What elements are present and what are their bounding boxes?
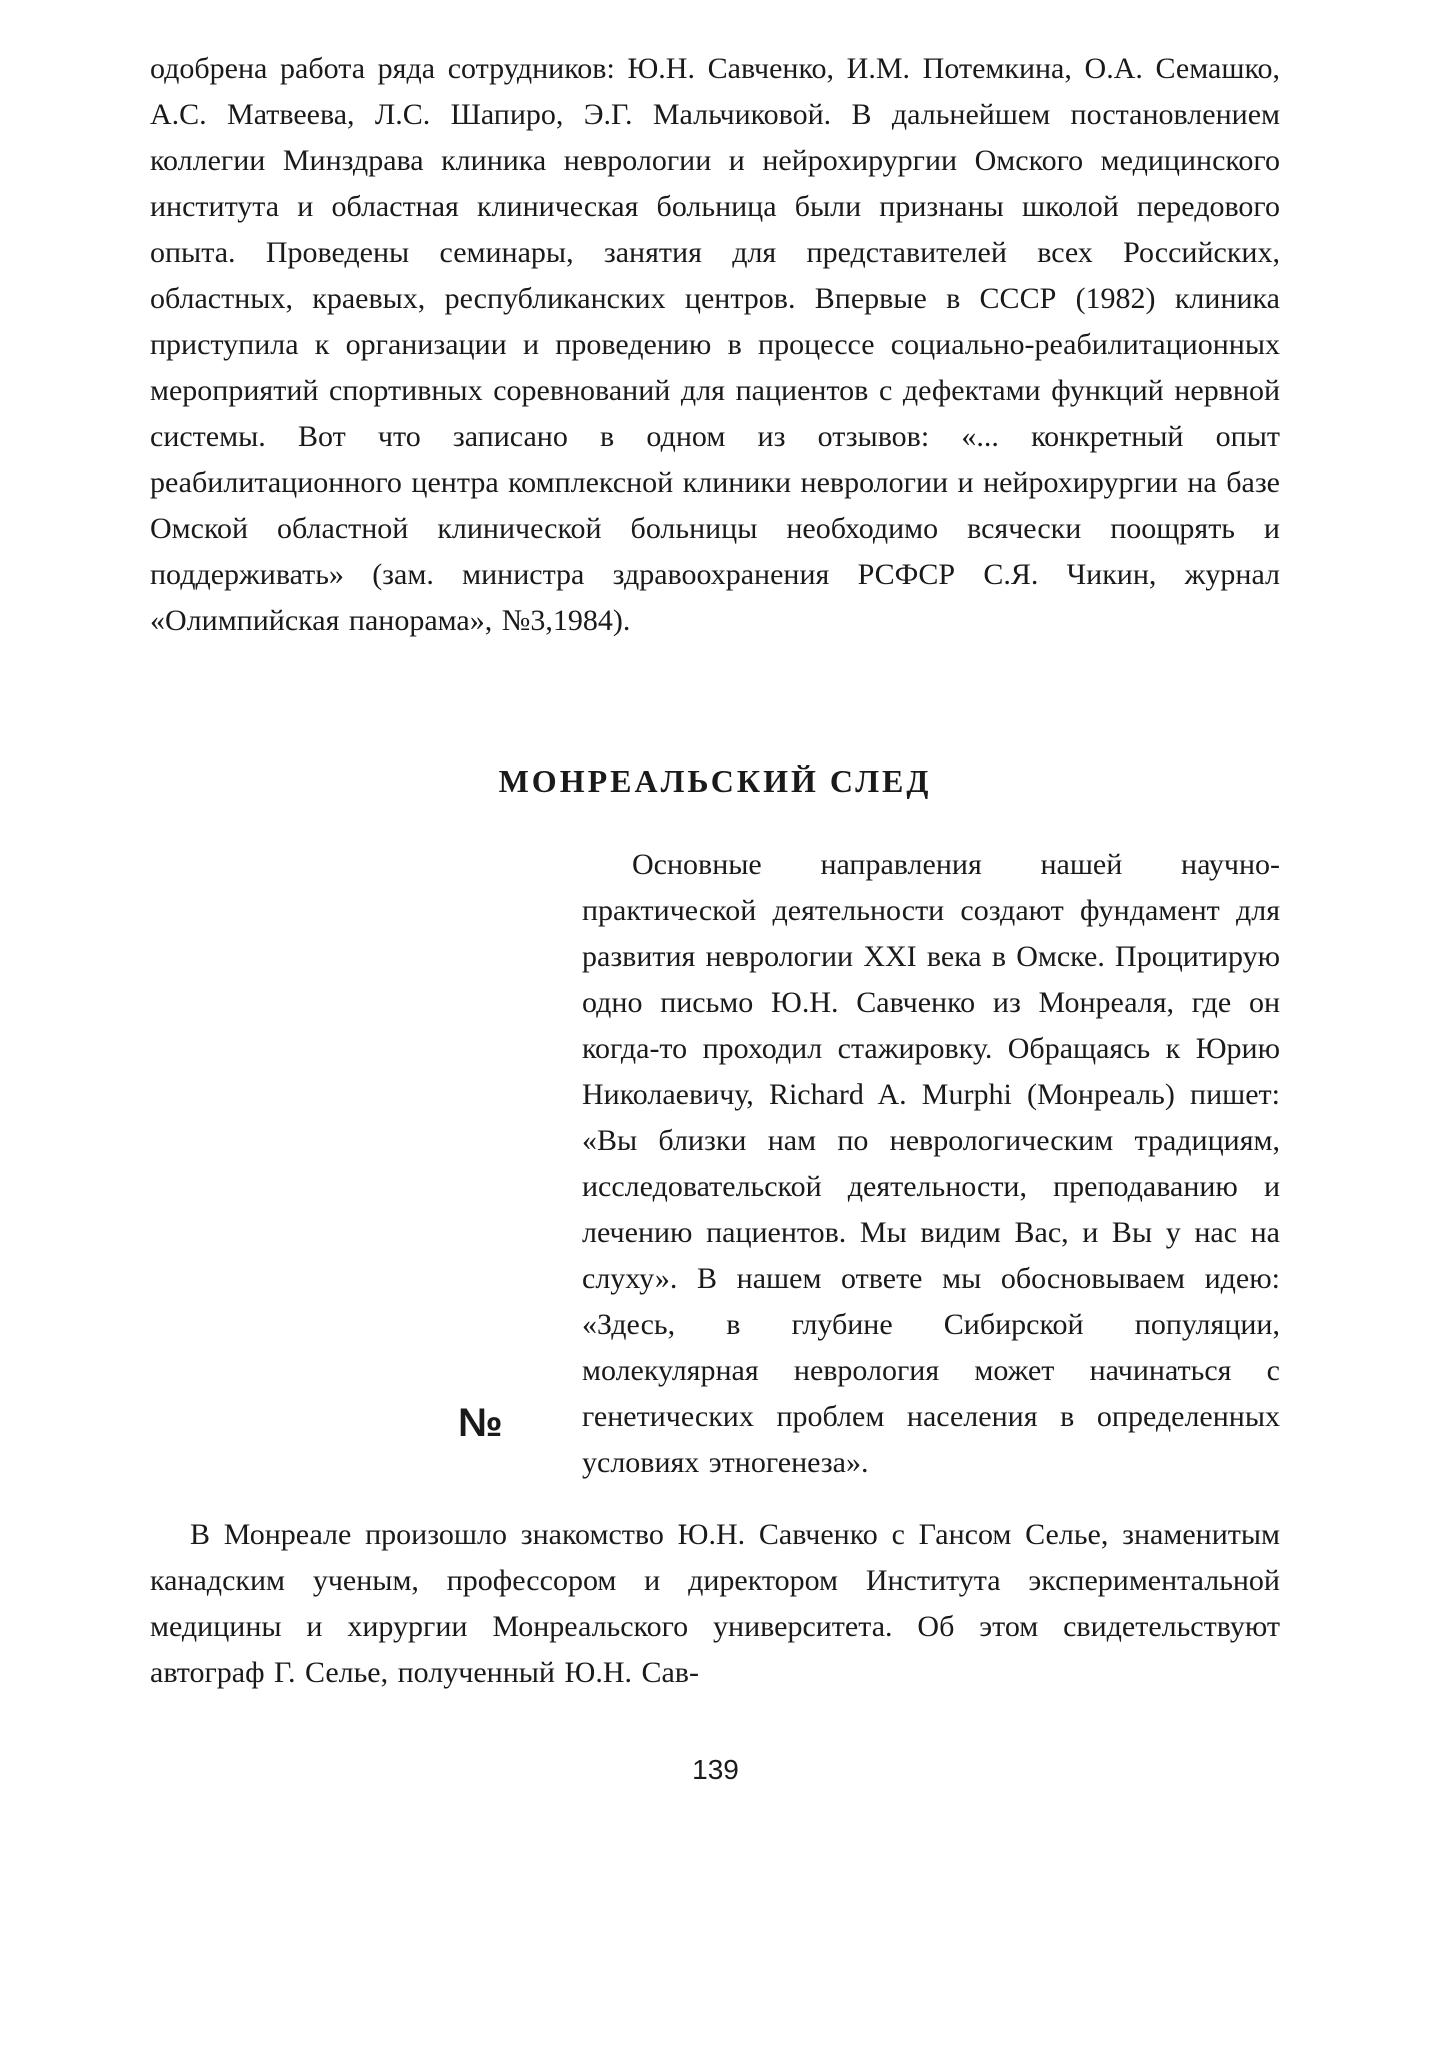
paragraph-scientific-directions: Основные направления нашей научно-практической деятельности создают фундамент для развития неврологии XXI века в Омске. Процитирую одно письмо Ю.Н. Савченко из Монреаля, где он когда-то проходил стажировку. Обращаясь к Юрию Николаевичу, Richard A. Murphi (Монреаль) пишет: «Вы близки нам по неврологическим традициям, исследовательской деятельности, преподаванию и лечению пациентов. Мы видим Вас, и Вы у нас на слуху». В нашем ответе мы обосновываем идею: «Здесь, в глубине Сибирской популяции, молекулярная неврология может начинаться с генетических проблем населения в определенных условиях этногенеза». bbox=[582, 848, 1280, 1479]
numero-mark: № bbox=[458, 1401, 503, 1445]
paragraph-rehabilitation-center: одобрена работа ряда сотрудников: Ю.Н. Савченко, И.М. Потемкина, О.А. Семашко, А.С. Матвеева, Л.С. Шапиро, Э.Г. Мальчиковой. В дальнейшем постановлением коллегии Минздрава клиника неврологии и нейрохирургии Омского медицинского института и областная клиническая больница были признаны школой передового опыта. Проведены семинары, занятия для представителей всех Российских, областных, краевых, республиканских центров. Впервые в СССР (1982) клиника приступила к организации и проведению в процессе социально-реабилитационных мероприятий спортивных соревнований для пациентов с дефектами функций нервной системы. Вот что записано в одном из отзывов: «... конкретный опыт реабилитационного центра комплексной клиники неврологии и нейрохирургии на базе Омской областной клинической больницы необходимо всячески поощрять и поддерживать» (зам. министра здравоохранения РСФСР С.Я. Чикин, журнал «Олимпийская панорама», №3,1984). bbox=[150, 52, 1280, 637]
section-heading: МОНРЕАЛЬСКИЙ СЛЕД bbox=[498, 763, 932, 799]
paragraph-montreal-meeting: В Монреале произошло знакомство Ю.Н. Савченко с Гансом Селье, знаменитым канадским ученым, профессором и директором Института экспериментальной медицины и хирургии Монреальского университета. Об этом свидетельствуют автограф Г. Селье, полученный Ю.Н. Сав- bbox=[150, 1518, 1280, 1689]
page-number: 139 bbox=[692, 1754, 739, 1785]
